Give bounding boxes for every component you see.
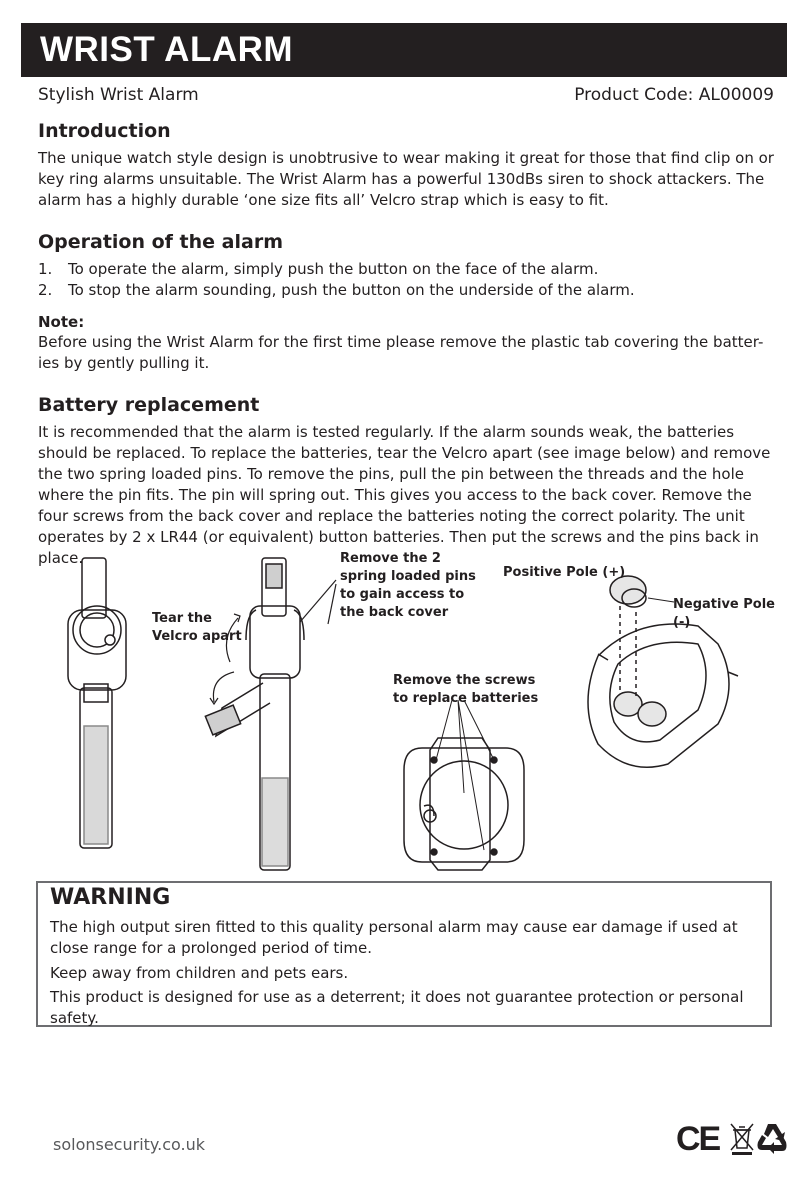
step-text: To stop the alarm sounding, push the button on the underside of the alarm. — [68, 281, 635, 299]
callout-tear-velcro: Tear the Velcro apart — [152, 611, 242, 644]
title-bar — [21, 23, 787, 77]
battery-heading: Battery replacement — [38, 394, 260, 416]
step-number: 1. — [38, 260, 53, 278]
subtitle-row — [38, 85, 774, 109]
list-item — [38, 280, 778, 301]
operation-steps — [38, 259, 778, 301]
battery-text: It is recommended that the alarm is tested regularly. If the alarm sounds weak, the batteries should be replaced. To replace the batteries, tear the Velcro apart (see image below) and remove the two spring loaded pins. To remove the pins, pull the pin between the threads and the hole where the pin fits. The pin will spring out. This gives you access to the back cover. Remove the four screws from the back cover and replace the batteries noting the correct polarity. The unit operates by 2 x LR44 (or equivalent) button batteries. Then put the screws and the pins back in place. — [38, 423, 771, 567]
warning-line-deterrent: This product is designed for use as a deterrent; it does not guarantee protection or personal safety. — [50, 988, 744, 1027]
callout-negative-pole: Negative Pole (-) — [673, 597, 775, 630]
callout-remove-pins: Remove the 2 spring loaded pins to gain access to the back cover — [340, 551, 476, 620]
wrist-alarm-back-icon — [205, 558, 336, 870]
product-subtitle: Stylish Wrist Alarm — [38, 85, 199, 105]
footer-website: solonsecurity.co.uk — [53, 1135, 205, 1154]
product-code: Product Code: AL00009 — [574, 85, 774, 105]
warning-line-ear-damage: The high output siren fitted to this quality personal alarm may cause ear damage if used at close range for a prolonged period of time. — [50, 918, 738, 957]
note-label: Note: — [38, 313, 85, 331]
note-text: Before using the Wrist Alarm for the first time please remove the plastic tab covering the batter-ies by gently pulling it. — [38, 333, 764, 372]
battery-illustration — [38, 548, 798, 878]
back-cover-icon — [404, 700, 524, 870]
step-text: To operate the alarm, simply push the button on the face of the alarm. — [68, 260, 599, 278]
warning-box — [36, 881, 772, 1027]
operation-heading: Operation of the alarm — [38, 231, 283, 253]
list-item — [38, 259, 778, 280]
wrist-alarm-front-icon — [68, 558, 126, 848]
ce-mark-icon: CE — [676, 1120, 720, 1158]
step-number: 2. — [38, 281, 53, 299]
warning-line-children: Keep away from children and pets ears. — [50, 964, 349, 982]
warning-heading: WARNING — [50, 885, 171, 910]
weee-bin-icon — [730, 1122, 754, 1156]
callout-remove-screws: Remove the screws to replace batteries — [393, 673, 539, 706]
recycle-icon — [756, 1122, 788, 1156]
introduction-heading: Introduction — [38, 120, 171, 142]
introduction-text: The unique watch style design is unobtrusive to wear making it great for those that find clip on or key ring alarms unsuitable. The Wrist Alarm has a powerful 130dBs siren to shock attackers. The alarm has a highly durable ‘one size fits all’ Velcro strap which is easy to fit. — [38, 149, 774, 209]
footer-icons — [676, 1118, 788, 1160]
page-title: WRIST ALARM — [40, 30, 294, 69]
callout-positive-pole: Positive Pole (+) — [503, 565, 626, 580]
